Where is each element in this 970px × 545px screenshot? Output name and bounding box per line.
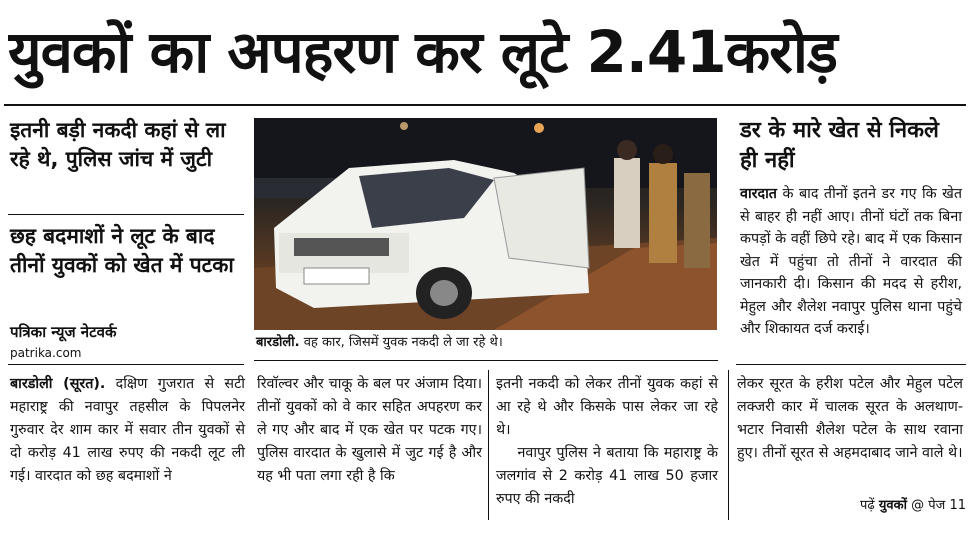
story-col3-para-2: नवापुर पुलिस ने बताया कि महाराष्ट्र के जलगांव से 2 करोड़ 41 लाख 50 हजार रुपए की नकदी [496,445,718,507]
subhead-2: छह बदमाशों ने लूट के बाद तीनों युवकों को खेत में पटका [10,224,234,277]
divider [8,364,244,365]
story-column-1 [10,373,245,488]
byline-name: पत्रिका न्यूज नेटवर्क [10,323,117,341]
column-divider [728,370,729,520]
news-photo [254,118,717,330]
story-column-4: लेकर सूरत के हरीश पटेल और मेहुल पटेल लक्जरी कार में चालक सूरत के अलथाण-भटार निवासी शैलेश पटेल के साथ रवाना हुए। तीनों सूरत से अहमदाबाद जाने वाले थे। [737,376,963,461]
subhead-1: इतनी बड़ी नकदी कहां से ला रहे थे, पुलिस जांच में जुटी [10,118,226,171]
car-photo-illustration [254,118,717,330]
story-column-3 [496,373,718,511]
sidebar-lead: वारदात [740,186,777,202]
headline: युवकों का अपहरण कर लूटे 2.41करोड़ [8,18,837,86]
sidebar-text: के बाद तीनों इतने डर गए कि खेत से बाहर ही नहीं आए। तीनों घंटों तक बिना कपड़ों के वहीं छिपे रहे। बाद में एक किसान खेत में पहुंचा तो तीनों ने वारदात की जानकारी दी। किसान की मदद से हरीश, मेहुल और शैलेश नवापुर पुलिस थाना पहुंचे और शिकायत दर्ज कराई। [740,186,963,337]
divider [8,214,244,215]
sidebar-body [740,183,962,341]
jump-page: @ पेज 11 [911,498,966,513]
divider [254,360,718,361]
jump-word: युवकों [878,498,908,513]
byline-site: patrika.com [10,346,82,360]
headline-rule [4,104,966,106]
column-divider [488,370,489,520]
photo-caption [256,334,716,352]
divider [736,364,966,365]
story-col1-text: दक्षिण गुजरात से सटी महाराष्ट्र की नवापुर तहसील के पिपलनेर गुरुवार देर शाम कार में सवार तीन युवकों से दो करोड़ 41 लाख रुपए की नकदी लूट ली गई। वारदात को छह बदमाशों ने [10,376,245,484]
story-dateline: बारडोली (सूरत). [10,376,106,392]
jump-prefix: पढ़ें [860,498,875,513]
caption-text: वह कार, जिसमें युवक नकदी ले जा रहे थे। [303,335,503,350]
story-col3-para-1: इतनी नकदी को लेकर तीनों युवक कहां से आ रहे थे और किसके पास लेकर जा रहे थे। [496,376,718,438]
sidebar-heading: डर के मारे खेत से निकले ही नहीं [740,118,939,173]
jump-line [796,495,966,513]
caption-place: बारडोली. [256,335,300,350]
story-column-2: रिवॉल्वर और चाकू के बल पर अंजाम दिया। तीनों युवकों को वे कार सहित अपहरण कर ले गए और बाद में एक खेत पर पटक गए। पुलिस वारदात के खुलासे में जुट गई है और यह भी पता लगा रही है कि [257,376,482,484]
